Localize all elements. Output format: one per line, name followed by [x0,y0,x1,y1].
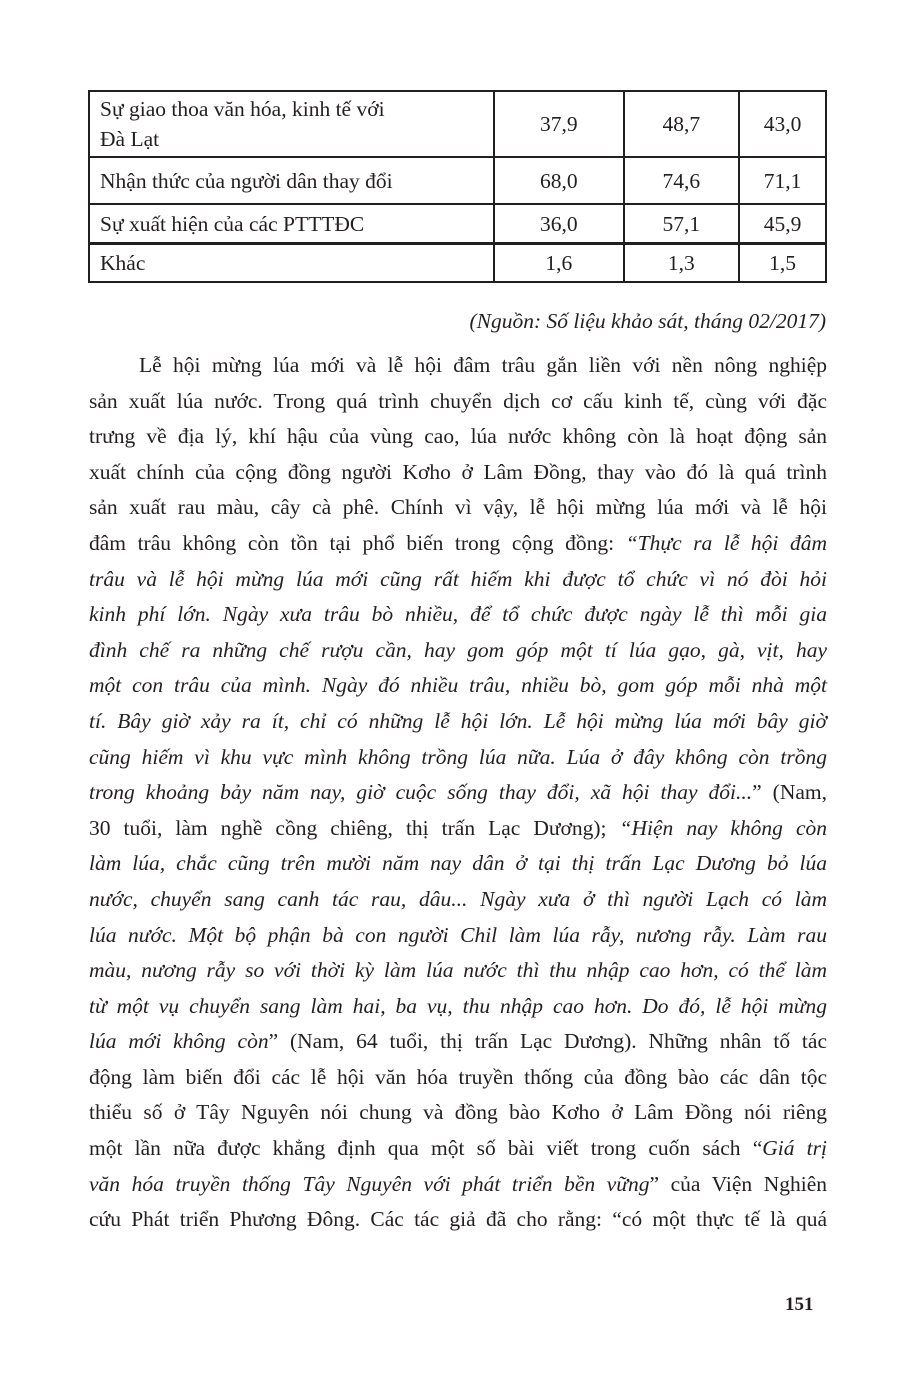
row-label-line: Đà Lạt [100,127,160,151]
table-row [89,157,826,204]
text-line [89,1202,827,1238]
text-line [89,740,827,776]
table-cell: 1,5 [739,244,826,283]
quote-text: màu, nương rẫy so với thời kỳ làm lúa nước thì thu nhập cao hơn, có thể làm [89,958,827,983]
source-note: (Nguồn: Số liệu khảo sát, tháng 02/2017) [469,309,826,333]
quote-text: nước, chuyển sang canh tác rau, dâu... Ngày xưa ở thì người Lạch có làm [89,886,827,911]
text-line [89,633,827,669]
text-line [89,1095,827,1131]
text-run: thiểu số ở Tây Nguyên nói chung và đồng bào Kơho ở Lâm Đồng nói riêng [89,1100,827,1125]
text-run: trưng về địa lý, khí hậu của vùng cao, lúa nước không còn là hoạt động sản [89,424,827,449]
quote-text: đình chế ra những chế rượu cần, hay gom góp một tí lúa gạo, gà, vịt, hay [89,637,827,662]
text-run: động làm biến đổi các lễ hội văn hóa truyền thống của đồng bào các dân tộc [89,1064,827,1089]
text-line [89,775,827,811]
text-run: đâm trâu không còn tồn tại phổ biến trong cộng đồng: [89,530,626,555]
text-line [89,989,827,1025]
quote-text: trong khoảng bảy năm nay, giờ cuộc sống thay đổi, xã hội thay đổi... [89,780,753,805]
text-line [89,1060,827,1096]
text-line [89,490,827,526]
quote-text: làm lúa, chắc cũng trên mười năm nay dân ở tại thị trấn Lạc Dương bỏ lúa [89,851,827,876]
table-cell: 57,1 [624,204,740,244]
table-cell: 1,3 [624,244,740,283]
table-cell: 43,0 [739,91,826,157]
text-run: sản xuất rau màu, cây cà phê. Chính vì vậy, lễ hội mừng lúa mới và lễ hội [89,495,827,520]
text-line [89,918,827,954]
row-label: Nhận thức của người dân thay đổi [89,157,494,204]
table-cell: 36,0 [494,204,624,244]
quote-text: “Thực ra lễ hội đâm [625,530,827,555]
text-line [89,1024,827,1060]
text-line [89,562,827,598]
text-line [89,384,827,420]
text-line [89,953,827,989]
text-line [89,704,827,740]
table-row [89,204,826,244]
table-cell: 45,9 [739,204,826,244]
quote-text: từ một vụ chuyển sang làm hai, ba vụ, thu nhập cao hơn. Do đó, lễ hội mừng [89,993,827,1018]
row-label [89,91,494,157]
table-cell: 1,6 [494,244,624,283]
text-line [89,811,827,847]
survey-results-table [88,90,827,283]
table-cell: 48,7 [624,91,740,157]
text-run: một lần nữa được khẳng định qua một số bài viết trong cuốn sách “ [89,1136,763,1161]
table-cell: 37,9 [494,91,624,157]
text-line [89,668,827,704]
quote-text: Giá trị [762,1136,827,1161]
text-line [89,526,827,562]
body-paragraph [89,348,827,1238]
text-run: ” của Viện Nghiên [649,1171,827,1196]
quote-text: tí. Bây giờ xảy ra ít, chỉ có những lễ hội lớn. Lễ hội mừng lúa mới bây giờ [89,708,827,733]
quote-text: trâu và lễ hội mừng lúa mới cũng rất hiếm khi được tổ chức vì nó đòi hỏi [89,566,827,591]
table-row [89,244,826,283]
quote-text: văn hóa truyền thống Tây Nguyên với phát triển bền vững [89,1171,650,1196]
quote-text: lúa nước. Một bộ phận bà con người Chil làm lúa rẫy, nương rẫy. Làm rau [89,922,827,947]
table-cell: 68,0 [494,157,624,204]
text-run: sản xuất lúa nước. Trong quá trình chuyển dịch cơ cấu kinh tế, cùng với đặc [89,388,827,413]
text-line [89,1131,827,1167]
text-run: xuất chính của cộng đồng người Kơho ở Lâm Đồng, thay vào đó là quá trình [89,459,827,484]
text-line [89,348,827,384]
row-label: Sự xuất hiện của các PTTTĐC [89,204,494,244]
table-cell: 71,1 [739,157,826,204]
page-number: 151 [785,1294,814,1315]
text-line [89,1167,827,1203]
text-run: 30 tuổi, làm nghề cồng chiêng, thị trấn Lạc Dương); [89,815,620,840]
text-line [89,597,827,633]
quote-text: kinh phí lớn. Ngày xưa trâu bò nhiều, để tổ chức được ngày lễ thì mỗi gia [89,602,827,627]
text-line [89,882,827,918]
text-run: ” (Nam, [752,780,828,805]
text-run: cứu Phát triển Phương Đông. Các tác giả đã cho rằng: “có một thực tế là quá [89,1207,827,1232]
text-line [89,455,827,491]
row-label-line: Sự giao thoa văn hóa, kinh tế với [100,97,385,121]
table-row [89,91,826,157]
quote-text: lúa mới không còn [89,1029,269,1054]
text-line [89,419,827,455]
text-run: ” (Nam, 64 tuổi, thị trấn Lạc Dương). Những nhân tố tác [268,1029,827,1054]
row-label: Khác [89,244,494,283]
text-run: Lễ hội mừng lúa mới và lễ hội đâm trâu gắn liền với nền nông nghiệp [139,353,827,377]
quote-text: “Hiện nay không còn [619,815,827,840]
quote-text: một con trâu của mình. Ngày đó nhiều trâu, nhiều bò, gom góp mỗi nhà một [89,673,827,698]
text-line [89,846,827,882]
quote-text: cũng hiếm vì khu vực mình không trồng lúa nữa. Lúa ở đây không còn trồng [89,744,827,769]
table-cell: 74,6 [624,157,740,204]
